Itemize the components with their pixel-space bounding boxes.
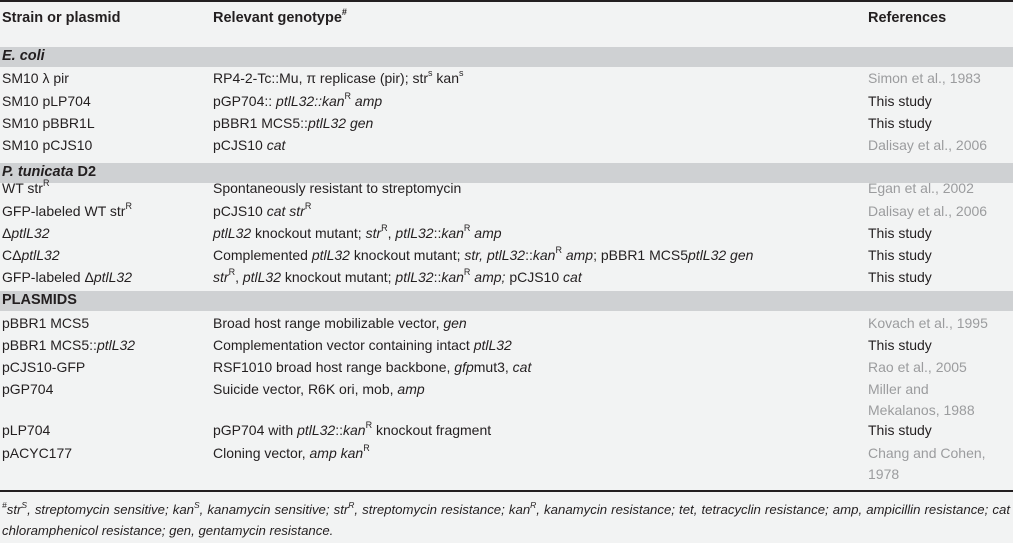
strain-cell: pLP704 (2, 422, 51, 438)
genotype-cell: Complementation vector containing intact ptlL32 (213, 337, 512, 353)
section-title: E. coli (2, 48, 45, 64)
strain-cell: SM10 pCJS10 (2, 137, 93, 153)
strain-cell: SM10 pBBR1L (2, 115, 95, 131)
genotype-cell: str$^R$, ptlL32 knockout mutant; ptlL32::kan$^R$ amp; pCJS10 cat (213, 267, 582, 285)
genotype-cell: Complemented ptlL32 knockout mutant; str, ptlL32::kan$^R$ amp; pBBR1 MCS5ptlL32 gen (213, 245, 754, 263)
reference-cell: This study (868, 247, 932, 263)
strain-cell: GFP-labeled WT str$^R$ (2, 201, 132, 219)
section-title: PLASMIDS (2, 292, 77, 308)
reference-cell: Dalisay et al., 2006 (868, 137, 988, 153)
reference-cell: Kovach et al., 1995 (868, 315, 988, 331)
table-top-rule (0, 0, 1013, 2)
genotype-cell: Cloning vector, amp kan$^R$ (213, 443, 370, 461)
genotype-cell: pBBR1 MCS5::ptlL32 gen (213, 115, 374, 131)
reference-cell: This study (868, 422, 932, 438)
table-header-row (0, 8, 1013, 32)
strain-cell: pACYC177 (2, 445, 73, 461)
strain-cell: SM10 λ pir (2, 70, 69, 86)
reference-cell: Miller and Mekalanos, 1988 (868, 381, 975, 418)
strain-cell: pCJS10-GFP (2, 359, 86, 375)
strain-cell: pBBR1 MCS5 (2, 315, 90, 331)
reference-cell: This study (868, 337, 932, 353)
genotype-cell: pGP704:: ptlL32::kan$^R$ amp (213, 91, 383, 109)
strain-cell: CΔptlL32 (2, 247, 60, 263)
genotype-cell: pGP704 with ptlL32::kan$^R$ knockout fragment (213, 420, 492, 438)
reference-cell: This study (868, 93, 932, 109)
section-header (0, 47, 1013, 67)
genotype-cell: pCJS10 cat str$^R$ (213, 201, 312, 219)
table-bottom-rule (0, 490, 1013, 492)
header-references: References (868, 10, 947, 26)
genotype-cell: pCJS10 cat (213, 137, 286, 153)
reference-cell: Rao et al., 2005 (868, 359, 967, 375)
genotype-cell: Spontaneously resistant to streptomycin (213, 180, 462, 196)
header-strain: Strain or plasmid (2, 10, 121, 26)
header-genotype: Relevant genotype# (213, 7, 347, 26)
reference-cell: This study (868, 115, 932, 131)
genotype-cell: ptlL32 knockout mutant; str$^R$, ptlL32::kan$^R$ amp (213, 223, 502, 241)
reference-cell: Dalisay et al., 2006 (868, 203, 988, 219)
strain-cell: GFP-labeled ΔptlL32 (2, 269, 132, 285)
section-title: P. tunicata D2 (2, 164, 97, 180)
section-header (0, 291, 1013, 311)
reference-cell: Simon et al., 1983 (868, 70, 981, 86)
table-footnote: #str$^S$, streptomycin sensitive; kan$^S$, kanamycin sensitive; str$^R$, streptomycin resistance; kan$^R$, kanamycin resistance; tet, tetracyclin resistance; amp, ampicillin resistance; cat chloramphenicol resistance; gen, gentamycin resistance. (2, 499, 1010, 538)
section-header (0, 163, 1013, 183)
reference-cell: Egan et al., 2002 (868, 180, 974, 196)
strain-cell: SM10 pLP704 (2, 93, 91, 109)
reference-cell: This study (868, 225, 932, 241)
strain-cell: pGP704 (2, 381, 54, 397)
genotype-cell: RP4-2-Tc::Mu, π replicase (pir); str$^s$ kan$^s$ (213, 68, 464, 86)
genotype-cell: Broad host range mobilizable vector, gen (213, 315, 467, 331)
strain-cell: ΔptlL32 (2, 225, 50, 241)
strain-cell: WT str$^R$ (2, 178, 50, 196)
strain-cell: pBBR1 MCS5::ptlL32 (2, 337, 136, 353)
genotype-cell: Suicide vector, R6K ori, mob, amp (213, 381, 425, 397)
reference-cell: Chang and Cohen, 1978 (868, 445, 986, 482)
genotype-cell: RSF1010 broad host range backbone, gfpmut3, cat (213, 359, 532, 375)
reference-cell: This study (868, 269, 932, 285)
